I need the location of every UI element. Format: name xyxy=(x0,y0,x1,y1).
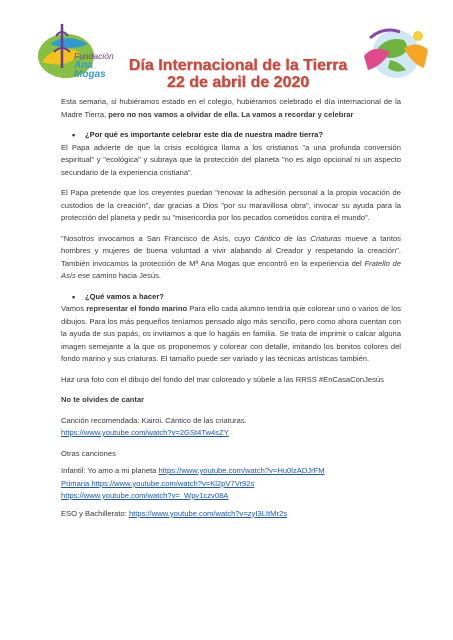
title-line1: Día Internacional de la Tierra xyxy=(128,57,348,74)
song-infantil xyxy=(61,465,401,478)
logo-line1: Fundación xyxy=(74,51,114,61)
song-infantil-link[interactable]: https://www.youtube.com/watch?v=Hu0lzADJrFM xyxy=(158,466,325,475)
title-date: 22 de abril de 2020 xyxy=(166,74,310,91)
p4-text: Para ello cada alumno tendría que colorear uno o varios de los dibujos. Para los más pequeños teníamos pensado algo más sencillo, pero como ahora cuentan con la ayuda de sus papás, os invitamos a que lo hagáis en familia. Se trata de imprimir o calcar alguna imagen semejante a la que os proponemos y colorear con detalle, imitando los bonitos colores del fondo marino y sus criaturas. El tamaño puede ser variado y las técnicas artísticas también. xyxy=(61,304,401,363)
p3-b: mueve a tantos hombres y mujeres de buena voluntad a vivir alabando al Creador y respetando la creación". También invocamos la protección de Mª Ana Mogas que encontró en la experiencia del xyxy=(61,233,401,268)
intro-text: Esta semana, si hubiéramos estado en el colegio, hubiéramos celebrado el día internacional de la Madre Tierra, xyxy=(61,97,401,119)
earth-hands-icon xyxy=(360,26,432,80)
foundation-logo xyxy=(36,22,114,84)
paragraph-pope-1: El Papa advierte de que la crisis ecológica llama a los cristianos "a una profunda conversión espiritual" y "ecológica" y subraya que la protección del planeta "no es algo opcional ni un aspecto secundario de la experiencia cristiana". xyxy=(61,142,401,177)
foundation-logo-text xyxy=(74,52,114,79)
sing-title: No te olvides de cantar xyxy=(61,395,145,404)
p3-a: "Nosotros invocamos a San Francisco de Asís, cuyo xyxy=(61,233,255,243)
paragraph-pope-2: El Papa pretende que los creyentes puedan "renovar la adhesión personal a la propia vocación de custodios de la creación", dar gracias a Dios "por su maravillosa obra", invocar su ayuda para la protección del planeta y pedir su "misericordia por los pecados cometidos contra el mundo". xyxy=(61,188,401,222)
page-title xyxy=(118,58,358,91)
recommended-song: Canción recomendada: Kairoi. Cántico de las criaturas. xyxy=(61,415,247,425)
intro-bold: pero no nos vamos a olvidar de ella. La vamos a recordar y celebrar xyxy=(108,109,354,119)
songs-list xyxy=(61,465,401,520)
logo-line2: Ana Mogas xyxy=(74,60,106,80)
other-songs-title: Otras canciones xyxy=(61,448,116,458)
song-eso xyxy=(61,508,401,521)
question-what: • ¿Qué vamos a hacer? xyxy=(61,291,401,304)
question-why: • ¿Por qué es importante celebrar este día de nuestra madre tierra? xyxy=(61,129,401,142)
song-primaria-2 xyxy=(61,490,401,503)
intro-paragraph xyxy=(61,96,401,121)
p3-italic1: Cántico de las Criaturas xyxy=(254,233,342,243)
p3-italic2: Fratello de Asís xyxy=(61,258,401,280)
p4-lead: Vamos xyxy=(61,304,87,313)
paragraph-francis xyxy=(61,233,401,283)
earth-hands-logo xyxy=(360,26,432,80)
song-infantil-label: Infantil: Yo amo a mi planeta xyxy=(61,466,159,475)
song-primaria xyxy=(61,478,401,491)
song-primaria-link-1[interactable]: https://www.youtube.com/watch?v=Kl2pV7Vr92s xyxy=(89,478,255,488)
document-body xyxy=(61,96,401,520)
p4-bold: representar el fondo marino xyxy=(86,304,188,313)
recommended-song-link[interactable]: https://www.youtube.com/watch?v=2GSt4Tw4sZY xyxy=(61,428,229,437)
song-eso-label: ESO y Bachillerato: xyxy=(61,508,129,518)
p3-c: ese camino hacia Jesús. xyxy=(75,271,162,280)
song-eso-link[interactable]: https://www.youtube.com/watch?v=zyI3LItMr2s xyxy=(128,508,288,518)
paragraph-photo: Haz una foto con el dibujo del fondo del mar coloreado y súbele a las RRSS #EnCasaConJesús xyxy=(61,374,384,384)
song-primaria-link-2[interactable]: https://www.youtube.com/watch?v=_Wpv1czv08A xyxy=(61,491,229,500)
paragraph-activity xyxy=(61,303,401,366)
song-primaria-label[interactable]: Primaria xyxy=(61,478,90,488)
